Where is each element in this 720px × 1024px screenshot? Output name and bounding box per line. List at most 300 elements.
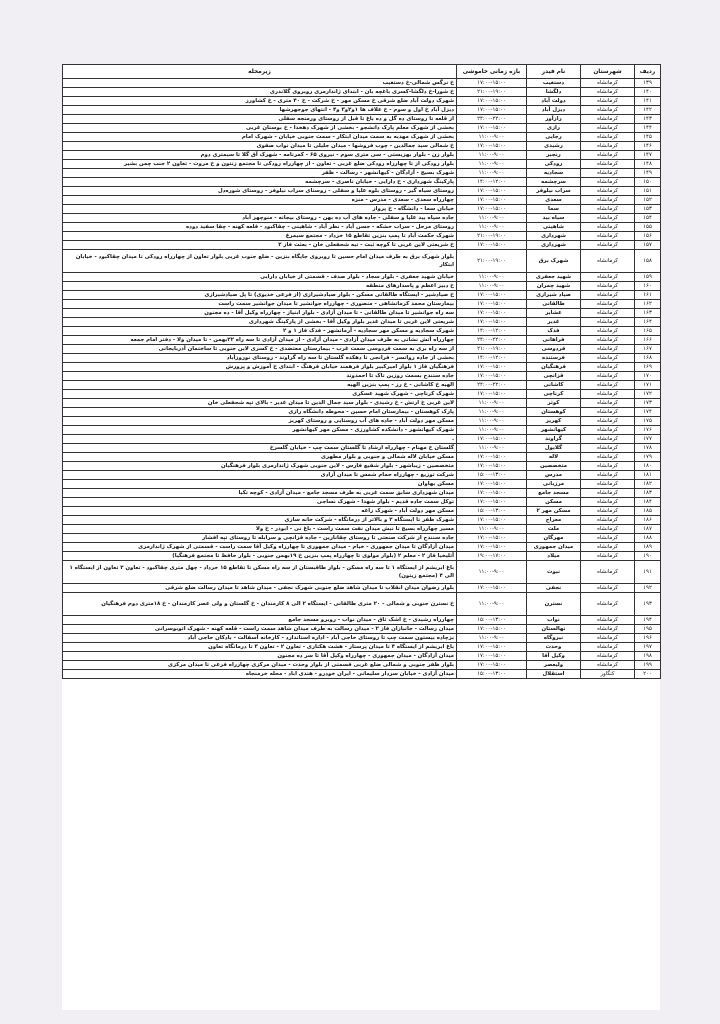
row-number-cell: ۱۴۲ bbox=[635, 106, 661, 115]
area-cell: شهرک حکمت آباد تا پمپ بنزین تقاطع ۱۵ خرداد - مجتمع سیمرغ bbox=[63, 232, 457, 241]
feeder-cell: نیروگاه bbox=[527, 634, 581, 643]
city-cell: کرمانشاه bbox=[581, 178, 635, 187]
time-range-cell: ۱۷:۰۰-۱۵:۰۰ bbox=[457, 309, 527, 318]
feeder-cell: کوهستان bbox=[527, 408, 581, 417]
area-cell: از سه راه بری به سمت فردوسی سمت غرب - بیمارستان معتضدی - خ کسری لاین جنوبی تا ساختمان آذربایجانی bbox=[63, 345, 457, 354]
city-cell: کرمانشاه bbox=[581, 498, 635, 507]
row-number-cell: ۱۹۸ bbox=[635, 652, 661, 661]
area-cell: مسکن خیابان لاله شمالی و جنوبی و بلوار مطهری bbox=[63, 453, 457, 462]
row-number-cell: ۱۹۱ bbox=[635, 561, 661, 584]
feeder-cell: سما bbox=[527, 205, 581, 214]
table-row bbox=[63, 498, 661, 507]
time-range-cell: ۱۷:۰۰-۱۵:۰۰ bbox=[457, 453, 527, 462]
feeder-cell: دولت آباد bbox=[527, 97, 581, 106]
time-range-cell: ۱۱:۰۰-۹:۰۰ bbox=[457, 634, 527, 643]
area-cell: جاده سنندج بسمت روزین تاک تا احمدوند bbox=[63, 372, 457, 381]
row-number-cell: ۱۹۰ bbox=[635, 552, 661, 561]
city-cell: کرمانشاه bbox=[581, 160, 635, 169]
time-range-cell: ۱۱:۰۰-۹:۰۰ bbox=[457, 561, 527, 584]
row-number-cell: ۱۸۲ bbox=[635, 480, 661, 489]
city-cell: کرمانشاه bbox=[581, 291, 635, 300]
row-number-cell: ۱۷۴ bbox=[635, 408, 661, 417]
feeder-cell: کاشانی bbox=[527, 381, 581, 390]
row-number-cell: ۱۴۱ bbox=[635, 97, 661, 106]
area-cell: میدان رسالت - جانبازان فاز ۲ - میدان رسالت به طرف میدان شاهد سمت راست - قلعه کهنه - شهرک اتوبوسرانی bbox=[63, 625, 457, 634]
area-cell: شریعتی لاین غربی تا میدان غدیر بلوار وکیل آقا - بخشی از پارکینگ شهرداری bbox=[63, 318, 457, 327]
table-row bbox=[63, 661, 661, 670]
feeder-cell: میلاد bbox=[527, 552, 581, 561]
area-cell: متخصصین - زیباشهر - بلوار شفیع فارس - لاین جنوبی شهرک ژاندارمری بلوار فرهنگیان bbox=[63, 462, 457, 471]
area-cell: خیابان شهید جعفری - بلوار سجاد - بلوار صدف - قسمتی از خیابان دارایی bbox=[63, 273, 457, 282]
time-range-cell: ۱۱:۰۰-۹:۰۰ bbox=[457, 593, 527, 616]
feeder-cell: مهرگان bbox=[527, 534, 581, 543]
feeder-cell: نجفی bbox=[527, 584, 581, 593]
row-number-cell: ۱۴۴ bbox=[635, 124, 661, 133]
area-cell: الهیه خ کاشانی - خ رز - پمپ بنزین الهیه bbox=[63, 381, 457, 390]
area-cell: میدان آزادگان تا میدان جمهوری - خیام - میدان جمهوری تا چهارراه وکیل آقا سمت راست - قسمتی از شهرک ژاندارمری bbox=[63, 543, 457, 552]
city-cell: کرمانشاه bbox=[581, 417, 635, 426]
feeder-cell: سرچشمه bbox=[527, 178, 581, 187]
city-cell: کرمانشاه bbox=[581, 390, 635, 399]
city-cell: کنگاور bbox=[581, 670, 635, 679]
city-cell: کرمانشاه bbox=[581, 133, 635, 142]
feeder-cell: طالقانی bbox=[527, 300, 581, 309]
row-number-cell: ۱۴۸ bbox=[635, 160, 661, 169]
row-number-cell: ۱۸۵ bbox=[635, 507, 661, 516]
city-cell: کرمانشاه bbox=[581, 327, 635, 336]
table-row bbox=[63, 106, 661, 115]
city-cell: کرمانشاه bbox=[581, 507, 635, 516]
table-row bbox=[63, 444, 661, 453]
area-cell: بلوار رودکی از تا چهارراه رودکی ضلع غربی - تعاون - از چهارراه رودکی تا مجتمع زنتون و خ مروت - تعاون ۲ جنب چمن بشیر bbox=[63, 160, 457, 169]
time-range-cell: ۱۱:۰۰-۹:۰۰ bbox=[457, 399, 527, 408]
time-range-cell: ۱۴:۰۰-۱۲:۰۰ bbox=[457, 354, 527, 363]
area-cell: چهارراه آتش نشانی به طرف میدان آزادی - میدان آزادی - از میدان آزادی تا سه راه ۲۲بهمن - تا میدان ولا - دفتر امام جمعه bbox=[63, 336, 457, 345]
row-number-cell: ۱۷۲ bbox=[635, 390, 661, 399]
city-cell: کرمانشاه bbox=[581, 196, 635, 205]
table-row bbox=[63, 282, 661, 291]
city-cell: کرمانشاه bbox=[581, 643, 635, 652]
feeder-cell: سیاه بید bbox=[527, 214, 581, 223]
feeder-cell: فرهنگیان bbox=[527, 363, 581, 372]
row-number-cell: ۱۹۳ bbox=[635, 593, 661, 616]
area-cell: از قلعه تا روستای ده گل و ده باغ تا قبل از روستای ورمنجه سفلی bbox=[63, 115, 457, 124]
area-cell: آتلیخیا فاز ۲ - معلم ۲ (بلوار مولوی تا چهارراه پمپ بنزین خ ۱۹بهمن جنوبی - بلوار حافظ تا مجتمع فرهنگیا) bbox=[63, 552, 457, 561]
feeder-cell: نواب bbox=[527, 616, 581, 625]
row-number-cell: ۱۷۶ bbox=[635, 426, 661, 435]
time-range-cell: ۱۷:۰۰-۱۵:۰۰ bbox=[457, 142, 527, 151]
row-number-cell: ۱۷۵ bbox=[635, 417, 661, 426]
table-row bbox=[63, 345, 661, 354]
time-range-cell: ۱۷:۰۰-۱۵:۰۰ bbox=[457, 516, 527, 525]
city-cell: کرمانشاه bbox=[581, 250, 635, 273]
table-row bbox=[63, 79, 661, 88]
city-cell: کرمانشاه bbox=[581, 634, 635, 643]
row-number-cell: ۱۳۹ bbox=[635, 79, 661, 88]
table-row bbox=[63, 309, 661, 318]
time-range-cell: ۱۷:۰۰-۱۵:۰۰ bbox=[457, 489, 527, 498]
row-number-cell: ۱۵۴ bbox=[635, 214, 661, 223]
row-number-cell: ۱۶۳ bbox=[635, 309, 661, 318]
table-row bbox=[63, 250, 661, 273]
area-cell: خ شریعتی لاین غربی تا کوچه ثبت - تیه شحفعلی خان - بعثت فاز ۲ bbox=[63, 241, 457, 250]
area-cell: دیزل آباد خ اول و سوم - خ علاف ها ۱و۲و۳ و۴ - انتهای جوجهرشها bbox=[63, 106, 457, 115]
row-number-cell: ۱۹۴ bbox=[635, 616, 661, 625]
row-number-cell: ۱۸۱ bbox=[635, 471, 661, 480]
row-number-cell: ۲۰۰ bbox=[635, 670, 661, 679]
row-number-cell: ۱۶۹ bbox=[635, 363, 661, 372]
row-number-cell: ۱۹۲ bbox=[635, 584, 661, 593]
row-number-cell: ۱۸۸ bbox=[635, 534, 661, 543]
feeder-cell: گراوند bbox=[527, 435, 581, 444]
area-cell: شهرک دولت آباد ضلع شرقی خ مسکن مهر - خ شرکت - خ ۴۰ متری - خ کشاورز bbox=[63, 97, 457, 106]
time-range-cell: ۱۴:۰۰-۱۲:۰۰ bbox=[457, 327, 527, 336]
area-cell: میدان آزادگان - میدان جمهوری - چهارراه وکیل آقا تا سر ده مجنون bbox=[63, 652, 457, 661]
time-range-cell: ۱۱:۰۰-۹:۰۰ bbox=[457, 273, 527, 282]
time-range-cell: ۱۷:۰۰-۱۵:۰۰ bbox=[457, 625, 527, 634]
time-range-cell: ۱۷:۰۰-۱۵:۰۰ bbox=[457, 318, 527, 327]
table-row bbox=[63, 516, 661, 525]
area-cell: بخشی از جاده روانسر - فرانجی تا دهکده گلستان تا سه راه گراوند - روستای نوروزآباد bbox=[63, 354, 457, 363]
city-cell: کرمانشاه bbox=[581, 399, 635, 408]
table-row bbox=[63, 625, 661, 634]
row-number-cell: ۱۵۱ bbox=[635, 187, 661, 196]
city-cell: کرمانشاه bbox=[581, 616, 635, 625]
time-range-cell: ۱۵:۰۰-۱۳:۰۰ bbox=[457, 471, 527, 480]
city-cell: کرمانشاه bbox=[581, 79, 635, 88]
time-range-cell: ۱۱:۰۰-۹:۰۰ bbox=[457, 408, 527, 417]
table-body bbox=[63, 79, 661, 679]
area-cell: میدان آزادی - خیابان سردار سلیمانی - ایران خودرو - هندی اباد - محله خرمنجاه bbox=[63, 670, 457, 679]
feeder-cell: عشایر bbox=[527, 309, 581, 318]
table-row bbox=[63, 525, 661, 534]
time-range-cell: ۱۷:۰۰-۱۵:۰۰ bbox=[457, 241, 527, 250]
table-row bbox=[63, 471, 661, 480]
city-cell: کرمانشاه bbox=[581, 241, 635, 250]
header-area: زیرمحله bbox=[63, 65, 457, 79]
city-cell: کرمانشاه bbox=[581, 214, 635, 223]
time-range-cell: ۱۱:۰۰-۹:۰۰ bbox=[457, 223, 527, 232]
feeder-cell: رازی bbox=[527, 124, 581, 133]
time-range-cell: ۱۷:۰۰-۱۵:۰۰ bbox=[457, 79, 527, 88]
table-row bbox=[63, 88, 661, 97]
city-cell: کرمانشاه bbox=[581, 462, 635, 471]
table-row bbox=[63, 97, 661, 106]
feeder-cell: شاهینی bbox=[527, 223, 581, 232]
feeder-cell: مدرس bbox=[527, 471, 581, 480]
city-cell: کرمانشاه bbox=[581, 525, 635, 534]
row-number-cell: ۱۴۹ bbox=[635, 169, 661, 178]
row-number-cell: ۱۴۰ bbox=[635, 88, 661, 97]
row-number-cell: ۱۴۷ bbox=[635, 151, 661, 160]
table-header-row bbox=[63, 65, 661, 79]
time-range-cell: ۱۷:۰۰-۱۵:۰۰ bbox=[457, 390, 527, 399]
city-cell: کرمانشاه bbox=[581, 489, 635, 498]
row-number-cell: ۱۵۵ bbox=[635, 223, 661, 232]
table-row bbox=[63, 196, 661, 205]
time-range-cell: ۱۷:۰۰-۱۵:۰۰ bbox=[457, 372, 527, 381]
city-cell: کرمانشاه bbox=[581, 408, 635, 417]
table-row bbox=[63, 584, 661, 593]
feeder-cell: شهید چمران bbox=[527, 282, 581, 291]
row-number-cell: ۱۷۰ bbox=[635, 372, 661, 381]
time-range-cell: ۱۷:۰۰-۱۵:۰۰ bbox=[457, 643, 527, 652]
city-cell: کرمانشاه bbox=[581, 584, 635, 593]
city-cell: کرمانشاه bbox=[581, 381, 635, 390]
time-range-cell: ۲۱:۰۰-۱۹:۰۰ bbox=[457, 345, 527, 354]
feeder-cell: فردوسی bbox=[527, 345, 581, 354]
table-row bbox=[63, 327, 661, 336]
time-range-cell: ۱۷:۰۰-۱۵:۰۰ bbox=[457, 124, 527, 133]
feeder-cell: کرناچی bbox=[527, 390, 581, 399]
time-range-cell: ۱۱:۰۰-۹:۰۰ bbox=[457, 169, 527, 178]
city-cell: کرمانشاه bbox=[581, 282, 635, 291]
table-row bbox=[63, 561, 661, 584]
city-cell: کرمانشاه bbox=[581, 106, 635, 115]
city-cell: کرمانشاه bbox=[581, 534, 635, 543]
city-cell: کرمانشاه bbox=[581, 142, 635, 151]
feeder-cell: فراهانی bbox=[527, 336, 581, 345]
table-row bbox=[63, 381, 661, 390]
area-cell: بخشی از شهرک مهدیه به سمت میدان ابتکار - سمت جنوبی خیابان - شهرک امام bbox=[63, 133, 457, 142]
row-number-cell: ۱۹۷ bbox=[635, 643, 661, 652]
time-range-cell: ۱۱:۰۰-۹:۰۰ bbox=[457, 160, 527, 169]
time-range-cell: ۲۴:۰۰-۲۲:۰۰ bbox=[457, 115, 527, 124]
feeder-cell: استقلال bbox=[527, 670, 581, 679]
table-row bbox=[63, 643, 661, 652]
table-row bbox=[63, 480, 661, 489]
feeder-cell: دستغیب bbox=[527, 79, 581, 88]
table-row bbox=[63, 318, 661, 327]
feeder-cell: مسجد جامع bbox=[527, 489, 581, 498]
time-range-cell: ۱۷:۰۰-۱۵:۰۰ bbox=[457, 196, 527, 205]
row-number-cell: ۱۴۳ bbox=[635, 115, 661, 124]
feeder-cell: مرزبانی bbox=[527, 480, 581, 489]
city-cell: کرمانشاه bbox=[581, 187, 635, 196]
table-row bbox=[63, 214, 661, 223]
header-feeder: نام فیدر bbox=[527, 65, 581, 79]
feeder-cell: وحدت bbox=[527, 643, 581, 652]
area-cell: پارکینگ شهرداری - خ دارایی - خیابان ناصری - سرچشمه bbox=[63, 178, 457, 187]
feeder-cell: رازآور bbox=[527, 115, 581, 124]
row-number-cell: ۱۶۸ bbox=[635, 354, 661, 363]
feeder-cell: نهالستان bbox=[527, 625, 581, 634]
row-number-cell: ۱۷۳ bbox=[635, 399, 661, 408]
feeder-cell: دلگشا bbox=[527, 88, 581, 97]
area-cell: روستای سیاه گیر - روستای بلوه علیا و سفلی - روستای سراب نیلوفر - روستای شوره‌دل bbox=[63, 187, 457, 196]
time-range-cell: ۲۱:۰۰-۱۹:۰۰ bbox=[457, 88, 527, 97]
time-range-cell: ۱۷:۰۰-۱۵:۰۰ bbox=[457, 106, 527, 115]
table-row bbox=[63, 453, 661, 462]
feeder-cell: صیاد شیرازی bbox=[527, 291, 581, 300]
city-cell: کرمانشاه bbox=[581, 435, 635, 444]
city-cell: کرمانشاه bbox=[581, 471, 635, 480]
city-cell: کرمانشاه bbox=[581, 372, 635, 381]
city-cell: کرمانشاه bbox=[581, 97, 635, 106]
time-range-cell: ۱۱:۰۰-۹:۰۰ bbox=[457, 214, 527, 223]
city-cell: کرمانشاه bbox=[581, 593, 635, 616]
row-number-cell: ۱۴۵ bbox=[635, 133, 661, 142]
time-range-cell: ۱۱:۰۰-۹:۰۰ bbox=[457, 417, 527, 426]
table-row bbox=[63, 417, 661, 426]
city-cell: کرمانشاه bbox=[581, 363, 635, 372]
city-cell: کرمانشاه bbox=[581, 354, 635, 363]
time-range-cell: ۲۱:۰۰-۱۹:۰۰ bbox=[457, 232, 527, 241]
row-number-cell: ۱۸۳ bbox=[635, 489, 661, 498]
area-cell: میدان شهرداری سابق سمت غربی به طرف مسجد جامع - میدان آزادی - کوچه تکیا bbox=[63, 489, 457, 498]
table-row bbox=[63, 534, 661, 543]
area-cell: خ صیادشیر - ایستگاه طالقانی مسکن - بلوار صیادشیرازی (از فرعی خدیوی) تا پل صیادشیرازی bbox=[63, 291, 457, 300]
area-cell: جاده سنندج از شرکت صنعتی تا روستای چقانارین - جاده قزانچی و سرابله تا روستای تپه افشار bbox=[63, 534, 457, 543]
table-row bbox=[63, 543, 661, 552]
feeder-cell: رودکی bbox=[527, 160, 581, 169]
row-number-cell: ۱۶۷ bbox=[635, 345, 661, 354]
row-number-cell: ۱۷۷ bbox=[635, 435, 661, 444]
outage-schedule-table bbox=[62, 64, 661, 679]
row-number-cell: ۱۵۷ bbox=[635, 241, 661, 250]
area-cell: توکل سمت جاده قدیم - بلوار شهدا - شهرک نساجی bbox=[63, 498, 457, 507]
time-range-cell: ۱۷:۰۰-۱۵:۰۰ bbox=[457, 534, 527, 543]
city-cell: کرمانشاه bbox=[581, 345, 635, 354]
row-number-cell: ۱۷۸ bbox=[635, 444, 661, 453]
time-range-cell: ۱۱:۰۰-۹:۰۰ bbox=[457, 525, 527, 534]
time-range-cell: ۱۷:۰۰-۱۵:۰۰ bbox=[457, 480, 527, 489]
feeder-cell: ولیعصر bbox=[527, 661, 581, 670]
row-number-cell: ۱۶۴ bbox=[635, 318, 661, 327]
area-cell: شهرک بسیج - آزادگان - کیهانشهر - رسالت - ظفر bbox=[63, 169, 457, 178]
feeder-cell: معراج bbox=[527, 516, 581, 525]
feeder-cell: کیهانشهر bbox=[527, 426, 581, 435]
city-cell: کرمانشاه bbox=[581, 444, 635, 453]
area-cell: لاین غربی خ ارتش - خ رشیدی - بلوار سید جمال الدین تا میدان غدیر - بالای تپه شحفعلی خان bbox=[63, 399, 457, 408]
row-number-cell: ۱۵۹ bbox=[635, 273, 661, 282]
area-cell: خ شورا-خ دلگشا-کسری باغچه بان - ابتدای ژاندارمری روبروی گلاندری bbox=[63, 88, 457, 97]
area-cell: خ نسترن جنوبی و شمالی - ۲۰ متری طالقانی - ایستگاه ۲ الی ۸ کارمندان - خ گلستان و ولی عصر کارمندان - خ ۱۸متری دوم فرهنگیان bbox=[63, 593, 457, 616]
row-number-cell: ۱۵۳ bbox=[635, 205, 661, 214]
table-row bbox=[63, 652, 661, 661]
table-row bbox=[63, 232, 661, 241]
city-cell: کرمانشاه bbox=[581, 453, 635, 462]
feeder-cell: سجادیه bbox=[527, 169, 581, 178]
city-cell: کرمانشاه bbox=[581, 516, 635, 525]
table-row bbox=[63, 426, 661, 435]
feeder-cell: رنجبر bbox=[527, 151, 581, 160]
area-cell: روستای مرحل - سراب خشکه - حسن آباد - نظر آباد - شاهینی - چقاکبود - قلعه کهنه - چقا سفید دوده bbox=[63, 223, 457, 232]
table-row bbox=[63, 354, 661, 363]
table-row bbox=[63, 408, 661, 417]
feeder-cell: شهرک برق bbox=[527, 250, 581, 273]
table-row bbox=[63, 241, 661, 250]
time-range-cell: ۱۷:۰۰-۱۵:۰۰ bbox=[457, 363, 527, 372]
city-cell: کرمانشاه bbox=[581, 223, 635, 232]
time-range-cell: ۱۷:۰۰-۱۵:۰۰ bbox=[457, 97, 527, 106]
area-cell: شهرک کرناچی - شهرک شهید عسکری bbox=[63, 390, 457, 399]
area-cell: مسکن مهر دولت آباد - جاده های آب روستایی و روستای کهریز bbox=[63, 417, 457, 426]
feeder-cell: دیزل آباد bbox=[527, 106, 581, 115]
table-row bbox=[63, 435, 661, 444]
row-number-cell: ۱۸۴ bbox=[635, 498, 661, 507]
row-number-cell: ۱۸۹ bbox=[635, 543, 661, 552]
table-row bbox=[63, 634, 661, 643]
table-row bbox=[63, 552, 661, 561]
time-range-cell: ۱۱:۰۰-۹:۰۰ bbox=[457, 151, 527, 160]
area-cell: مسکن مهر دولت آباد - شهرک زاغه bbox=[63, 507, 457, 516]
feeder-cell: شهید جعفری bbox=[527, 273, 581, 282]
area-cell: باغ ابریشم از ایستگاه ۴ تا میدان پرستار - هشت هکتاری - تعاون ۲ - تعاون ۳ تا درمانگاه تعاون bbox=[63, 643, 457, 652]
outage-schedule-sheet bbox=[62, 64, 660, 1010]
feeder-cell: غدیر bbox=[527, 318, 581, 327]
city-cell: کرمانشاه bbox=[581, 151, 635, 160]
time-range-cell: ۱۱:۰۰-۹:۰۰ bbox=[457, 282, 527, 291]
row-number-cell: ۱۶۵ bbox=[635, 327, 661, 336]
feeder-cell: سراب نیلوفر bbox=[527, 187, 581, 196]
feeder-cell: فدک bbox=[527, 327, 581, 336]
time-range-cell: ۱۵:۰۰-۱۳:۰۰ bbox=[457, 507, 527, 516]
row-number-cell: ۱۹۹ bbox=[635, 661, 661, 670]
area-cell: سه راه جوانشیر تا میدان طالقانی - تا میدان آزادی - بلوار ابنیاز - چهارراه وکیل آقا - ده مجنون bbox=[63, 309, 457, 318]
time-range-cell: ۱۷:۰۰-۱۵:۰۰ bbox=[457, 661, 527, 670]
time-range-cell: ۱۷:۰۰-۱۵:۰۰ bbox=[457, 652, 527, 661]
time-range-cell: ۱۹:۰۰-۱۷:۰۰ bbox=[457, 552, 527, 561]
table-row bbox=[63, 160, 661, 169]
area-cell: خ نرگس شمالی-خ دستغیب bbox=[63, 79, 457, 88]
area-cell: باغ ابریشم از ایستگاه ۱ تا سه راه مسکن - بلوار طاقبستان از سه راه مسکن تا تقاطع ۱۵ خرداد - چهل متری چقاکبود - تعاون ۲ تعاون از ایستگاه ۱ الی ۴ (مجتمع زیتون) bbox=[63, 561, 457, 584]
area-cell: بزچاده بیستون سمت چپ تا روستای حاجی آباد - اداره استاندارد - کارخانه آسفالت - بادکان حاجی آباد bbox=[63, 634, 457, 643]
row-number-cell: ۱۹۶ bbox=[635, 634, 661, 643]
row-number-cell: ۱۹۵ bbox=[635, 625, 661, 634]
feeder-cell: فرستنده bbox=[527, 354, 581, 363]
city-cell: کرمانشاه bbox=[581, 318, 635, 327]
row-number-cell: ۱۵۲ bbox=[635, 196, 661, 205]
city-cell: کرمانشاه bbox=[581, 124, 635, 133]
city-cell: کرمانشاه bbox=[581, 543, 635, 552]
time-range-cell: ۱۷:۰۰-۱۵:۰۰ bbox=[457, 462, 527, 471]
time-range-cell: ۱۷:۰۰-۱۵:۰۰ bbox=[457, 187, 527, 196]
city-cell: کرمانشاه bbox=[581, 552, 635, 561]
table-row bbox=[63, 133, 661, 142]
area-cell: بخشی از شهرک معلم پارک دانشجو - بخشی از شهرک دهخدا - خ بوستان غربی bbox=[63, 124, 457, 133]
row-number-cell: ۱۶۲ bbox=[635, 300, 661, 309]
time-range-cell: ۱۷:۰۰-۱۵:۰۰ bbox=[457, 498, 527, 507]
time-range-cell: ۲۴:۰۰-۲۲:۰۰ bbox=[457, 381, 527, 390]
area-cell: گلستان خ مهنام - چهارراه ارشاد تا گلستان سمت چپ - خیابان گلسرخ bbox=[63, 444, 457, 453]
feeder-cell: سعدی bbox=[527, 196, 581, 205]
area-cell: جاده سیاه بید علیا و سفلی - جاده های آب ده بهن - روستای بیجانه - منوچهر آباد bbox=[63, 214, 457, 223]
row-number-cell: ۱۵۸ bbox=[635, 250, 661, 273]
row-number-cell: ۱۷۱ bbox=[635, 381, 661, 390]
table-row bbox=[63, 178, 661, 187]
feeder-cell: کوثر bbox=[527, 399, 581, 408]
feeder-cell: لاله bbox=[527, 453, 581, 462]
table-row bbox=[63, 399, 661, 408]
time-range-cell: ۱۱:۰۰-۹:۰۰ bbox=[457, 426, 527, 435]
area-cell: بلوار شهرک برق به طرف میدان امام حسین تا روبروی جایگاه بنزین - ضلع جنوب غربی بلوار تعاون از چهارراه رودکی تا میدان چقاکبود - خیابان ابتکار bbox=[63, 250, 457, 273]
table-row bbox=[63, 223, 661, 232]
city-cell: کرمانشاه bbox=[581, 661, 635, 670]
time-range-cell: ۱۷:۰۰-۱۵:۰۰ bbox=[457, 435, 527, 444]
table-row bbox=[63, 124, 661, 133]
city-cell: کرمانشاه bbox=[581, 273, 635, 282]
header-time: بازه زمانی خاموشی bbox=[457, 65, 527, 79]
area-cell: بیمارستان محمد کرمانشاهی - منصوری - چهارراه جوانشیر تا میدان جوانشیر سمت راست bbox=[63, 300, 457, 309]
table-row bbox=[63, 115, 661, 124]
area-cell: مسکن بهاوان bbox=[63, 480, 457, 489]
table-row bbox=[63, 169, 661, 178]
table-row bbox=[63, 670, 661, 679]
time-range-cell: ۱۷:۰۰-۱۵:۰۰ bbox=[457, 291, 527, 300]
city-cell: کرمانشاه bbox=[581, 115, 635, 124]
area-cell: بلوار ظفر جنوبی و شمالی ضلع غربی قسمتی از بلوار وحدت - میدان مرکزی چهارراه فرعی تا میدان مرکزی bbox=[63, 661, 457, 670]
